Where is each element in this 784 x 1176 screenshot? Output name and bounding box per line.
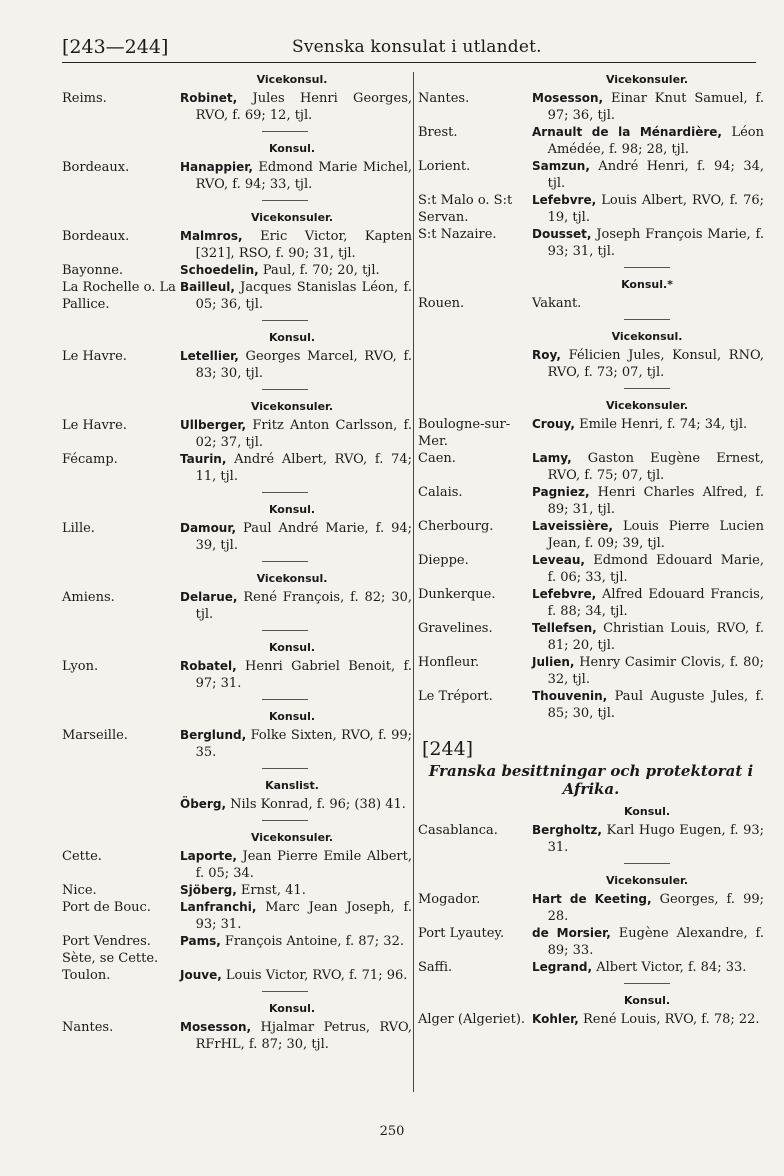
group-heading: Konsul. xyxy=(268,641,316,654)
left-column xyxy=(62,70,412,1053)
entry-text xyxy=(532,450,764,484)
entry-text xyxy=(532,158,764,192)
entry-text xyxy=(180,417,412,451)
entry-text xyxy=(532,347,764,381)
entry-details: Alfred Edouard Francis, f. 88; 34, tjl. xyxy=(547,587,764,619)
entry-details: Félicien Jules, Konsul, RNO, RVO, f. 73; 07, tjl. xyxy=(547,348,764,380)
entry-place: Saffi. xyxy=(418,960,453,975)
entry-name: Arnault de la Ménardière, xyxy=(532,125,722,139)
column-divider xyxy=(413,72,414,1092)
group-heading: Konsul. xyxy=(268,142,316,155)
entry-place: Le Havre. xyxy=(62,418,127,433)
entry-details: Paul André Marie, f. 94; 39, tjl. xyxy=(195,521,412,553)
entry-place: Toulon. xyxy=(62,968,111,983)
consulate-group xyxy=(418,267,764,312)
section-rule xyxy=(262,768,308,769)
consul-entry xyxy=(62,933,412,967)
entry-place: Bordeaux. xyxy=(62,160,130,175)
entry-name: Tellefsen, xyxy=(532,621,597,635)
consul-entry xyxy=(418,518,764,552)
consul-entry xyxy=(418,552,764,586)
consul-entry xyxy=(418,192,764,226)
section-rule xyxy=(624,388,670,389)
entry-place: Alger (Algeriet). xyxy=(418,1012,526,1027)
entry-place: Bordeaux. xyxy=(62,229,130,244)
consul-entry xyxy=(62,967,412,984)
entry-place: S:t Malo o. S:t Servan. xyxy=(418,193,513,225)
entry-name: Mosesson, xyxy=(180,1020,252,1034)
entry-details: Henry Casimir Clovis, f. 80; 32, tjl. xyxy=(547,655,764,687)
entry-text xyxy=(180,796,412,813)
consulate-group xyxy=(418,804,764,856)
entry-details: Jean Pierre Emile Albert, f. 05; 34. xyxy=(195,849,412,881)
entry-name: Roy, xyxy=(532,348,561,362)
entry-text xyxy=(532,822,764,856)
entry-text xyxy=(532,484,764,518)
consulate-group xyxy=(62,699,412,761)
entry-text xyxy=(532,226,764,260)
group-heading: Kanslist. xyxy=(265,779,319,792)
entry-name: Letellier, xyxy=(180,349,239,363)
entry-text xyxy=(180,90,412,124)
section-rule xyxy=(262,320,308,321)
consulate-group xyxy=(418,983,764,1028)
page-header xyxy=(62,36,756,63)
entry-text xyxy=(180,348,412,382)
entry-details: Henri Charles Alfred, f. 89; 31, tjl. xyxy=(547,485,764,517)
entry-name: Hanappier, xyxy=(180,160,253,174)
entry-place: Amiens. xyxy=(62,590,115,605)
entry-place: Port de Bouc. xyxy=(62,900,151,915)
entry-details: Paul, f. 70; 20, tjl. xyxy=(258,263,380,278)
consul-entry xyxy=(418,484,764,518)
entry-place: Lille. xyxy=(62,521,95,536)
section-label: [244] xyxy=(422,738,474,760)
entry-name: Lanfranchi, xyxy=(180,900,257,914)
entry-place: Port Vendres. Sète, se Cette. xyxy=(62,934,159,966)
group-heading: Vicekonsuler. xyxy=(250,211,334,224)
entry-details: François Antoine, f. 87; 32. xyxy=(220,934,404,949)
group-heading: Vicekonsul. xyxy=(256,73,328,86)
section-rule xyxy=(624,863,670,864)
entry-name: Schoedelin, xyxy=(180,263,259,277)
entry-text xyxy=(180,882,412,899)
consulate-group xyxy=(418,388,764,722)
consul-entry xyxy=(62,658,412,692)
consul-entry xyxy=(418,688,764,722)
entry-text xyxy=(532,654,764,688)
section-rule xyxy=(624,983,670,984)
consul-entry xyxy=(418,1011,764,1028)
group-heading: Konsul. xyxy=(268,331,316,344)
consul-entry xyxy=(418,450,764,484)
consul-entry xyxy=(418,822,764,856)
group-heading: Konsul. xyxy=(268,503,316,516)
entry-place: Nantes. xyxy=(62,1020,114,1035)
group-heading: Vicekonsuler. xyxy=(605,73,689,86)
entry-text xyxy=(180,967,412,984)
consul-entry xyxy=(418,654,764,688)
entry-place: Cherbourg. xyxy=(418,519,494,534)
entry-name: Hart de Keeting, xyxy=(532,892,652,906)
entry-details: Eric Victor, Kapten [321], RSO, f. 90; 31, tjl. xyxy=(195,229,412,261)
entry-text xyxy=(180,279,412,313)
entry-name: Lamy, xyxy=(532,451,572,465)
consul-entry xyxy=(62,848,412,882)
entry-text xyxy=(532,620,764,654)
entry-place: Le Tréport. xyxy=(418,689,493,704)
consul-entry xyxy=(62,899,412,933)
entry-text xyxy=(532,295,764,312)
consul-entry xyxy=(418,158,764,192)
entry-name: Samzun, xyxy=(532,159,590,173)
entry-name: Kohler, xyxy=(532,1012,579,1026)
entry-text xyxy=(532,518,764,552)
group-heading: Konsul. xyxy=(623,805,671,818)
section-rule xyxy=(262,200,308,201)
entry-details: Eugène Alexandre, f. 89; 33. xyxy=(547,926,764,958)
entry-name: Crouy, xyxy=(532,417,575,431)
section-title: Franska besittningar och protektorat i Afrika. xyxy=(428,762,754,798)
entry-text xyxy=(180,848,412,882)
consul-entry xyxy=(418,959,764,976)
consul-entry xyxy=(418,586,764,620)
entry-place: Dieppe. xyxy=(418,553,469,568)
consul-entry xyxy=(418,90,764,124)
entry-name: Legrand, xyxy=(532,960,593,974)
consul-entry xyxy=(62,796,412,813)
consulate-group xyxy=(62,389,412,485)
entry-details: Georges, f. 99; 28. xyxy=(547,892,764,924)
entry-details: Christian Louis, RVO, f. 81; 20, tjl. xyxy=(547,621,764,653)
entry-details: Joseph François Marie, f. 93; 31, tjl. xyxy=(547,227,764,259)
consul-entry xyxy=(62,417,412,451)
consul-entry xyxy=(418,347,764,381)
section-244-entries xyxy=(418,804,764,1028)
entry-name: Delarue, xyxy=(180,590,238,604)
entry-text xyxy=(532,90,764,124)
section-rule xyxy=(262,561,308,562)
entry-details: Léon Amédée, f. 98; 28, tjl. xyxy=(547,125,764,157)
entry-place: Brest. xyxy=(418,125,458,140)
entry-name: Julien, xyxy=(532,655,575,669)
entry-place: Casablanca. xyxy=(418,823,498,838)
entry-text xyxy=(180,727,412,761)
entry-name: Pams, xyxy=(180,934,221,948)
consulate-group xyxy=(62,72,412,124)
consulate-group xyxy=(62,561,412,623)
entry-text xyxy=(180,933,412,950)
entry-text xyxy=(180,899,412,933)
consul-entry xyxy=(62,589,412,623)
right-column xyxy=(418,70,764,1028)
entry-name: Sjöberg, xyxy=(180,883,237,897)
entry-place: La Rochelle o. La Pallice. xyxy=(62,280,176,312)
consul-entry xyxy=(62,727,412,761)
entry-details: Jules Henri Georges, RVO, f. 69; 12, tjl. xyxy=(195,91,412,123)
right-column-main xyxy=(418,72,764,722)
entry-details: René François, f. 82; 30, tjl. xyxy=(195,590,412,622)
entry-name: de Morsier, xyxy=(532,926,611,940)
entry-name: Berglund, xyxy=(180,728,247,742)
consulate-group xyxy=(62,820,412,984)
page-range: [243—244] xyxy=(62,36,169,58)
entry-details: Marc Jean Joseph, f. 93; 31. xyxy=(195,900,412,932)
entry-name: Damour, xyxy=(180,521,237,535)
section-rule xyxy=(262,131,308,132)
consul-entry xyxy=(62,279,412,313)
section-rule xyxy=(262,389,308,390)
entry-details: Edmond Edouard Marie, f. 06; 33, tjl. xyxy=(547,553,764,585)
entry-place: Nice. xyxy=(62,883,97,898)
entry-text xyxy=(180,262,412,279)
entry-name: Bergholtz, xyxy=(532,823,602,837)
entry-name: Lefebvre, xyxy=(532,193,597,207)
entry-place: Marseille. xyxy=(62,728,128,743)
entry-details: Emile Henri, f. 74; 34, tjl. xyxy=(574,417,748,432)
entry-name: Thouvenin, xyxy=(532,689,608,703)
entry-details: Georges Marcel, RVO, f. 83; 30, tjl. xyxy=(195,349,412,381)
entry-details: Louis Victor, RVO, f. 71; 96. xyxy=(221,968,408,983)
entry-name: Mosesson, xyxy=(532,91,604,105)
consulate-group xyxy=(418,319,764,381)
entry-text xyxy=(180,451,412,485)
entry-text xyxy=(532,688,764,722)
entry-name: Taurin, xyxy=(180,452,227,466)
page-title: Svenska konsulat i utlandet. xyxy=(292,37,542,57)
consulate-group xyxy=(418,72,764,260)
consulate-group xyxy=(62,320,412,382)
consulate-group xyxy=(62,492,412,554)
consul-entry xyxy=(62,520,412,554)
entry-text xyxy=(532,586,764,620)
entry-text xyxy=(532,925,764,959)
entry-details: Nils Konrad, f. 96; (38) 41. xyxy=(226,797,406,812)
entry-details: Gaston Eugène Ernest, RVO, f. 75; 07, tjl. xyxy=(547,451,764,483)
entry-details: Louis Albert, RVO, f. 76; 19, tjl. xyxy=(547,193,764,225)
entry-details: Albert Victor, f. 84; 33. xyxy=(592,960,747,975)
consul-entry xyxy=(62,228,412,262)
entry-name: Leveau, xyxy=(532,553,585,567)
entry-details: Fritz Anton Carlsson, f. 02; 37, tjl. xyxy=(195,418,412,450)
section-rule xyxy=(262,492,308,493)
entry-details: Henri Gabriel Benoit, f. 97; 31. xyxy=(195,659,412,691)
consul-entry xyxy=(62,159,412,193)
group-heading: Vicekonsuler. xyxy=(605,874,689,887)
consulate-group xyxy=(418,863,764,976)
consul-entry xyxy=(62,262,412,279)
page-number: 250 xyxy=(379,1124,405,1139)
entry-place: Mogador. xyxy=(418,892,481,907)
consulate-group xyxy=(62,768,412,813)
entry-place: Le Havre. xyxy=(62,349,127,364)
consulate-group xyxy=(62,991,412,1053)
consul-entry xyxy=(62,348,412,382)
consul-entry xyxy=(418,925,764,959)
consul-entry xyxy=(418,226,764,260)
entry-details: Louis Pierre Lucien Jean, f. 09; 39, tjl. xyxy=(547,519,764,551)
entry-details: Karl Hugo Eugen, f. 93; 31. xyxy=(547,823,764,855)
entry-details: André Henri, f. 94; 34, tjl. xyxy=(547,159,764,191)
consul-entry xyxy=(418,295,764,312)
entry-name: Dousset, xyxy=(532,227,592,241)
entry-place: Fécamp. xyxy=(62,452,118,467)
entry-text xyxy=(180,159,412,193)
entry-place: Honfleur. xyxy=(418,655,480,670)
entry-place: Lorient. xyxy=(418,159,471,174)
consul-entry xyxy=(62,1019,412,1053)
entry-name: Öberg, xyxy=(180,797,226,811)
entry-place: Port Lyautey. xyxy=(418,926,505,941)
entry-place: Gravelines. xyxy=(418,621,493,636)
consul-entry xyxy=(62,90,412,124)
entry-details: Einar Knut Samuel, f. 97; 36, tjl. xyxy=(547,91,764,123)
entry-text xyxy=(532,1011,764,1028)
consul-entry xyxy=(418,416,764,450)
entry-text xyxy=(532,552,764,586)
entry-place: S:t Nazaire. xyxy=(418,227,497,242)
entry-text xyxy=(180,1019,412,1053)
group-heading: Vicekonsuler. xyxy=(250,831,334,844)
consul-entry xyxy=(418,124,764,158)
entry-details: Edmond Marie Michel, RVO, f. 94; 33, tjl. xyxy=(195,160,412,192)
entry-name: Lefebvre, xyxy=(532,587,597,601)
group-heading: Vicekonsul. xyxy=(256,572,328,585)
entry-name: Pagniez, xyxy=(532,485,590,499)
entry-name: Laveissière, xyxy=(532,519,613,533)
consulate-group xyxy=(62,200,412,313)
entry-place: Lyon. xyxy=(62,659,99,674)
entry-place: Cette. xyxy=(62,849,102,864)
entry-place: Nantes. xyxy=(418,91,470,106)
consulate-group xyxy=(62,630,412,692)
entry-details: Jacques Stanislas Léon, f. 05; 36, tjl. xyxy=(195,280,412,312)
entry-text xyxy=(532,124,764,158)
entry-details: René Louis, RVO, f. 78; 22. xyxy=(578,1012,760,1027)
entry-text xyxy=(532,416,764,433)
entry-name: Robinet, xyxy=(180,91,238,105)
entry-name: Jouve, xyxy=(180,968,222,982)
entry-name: Robatel, xyxy=(180,659,237,673)
entry-details: Paul Auguste Jules, f. 85; 30, tjl. xyxy=(547,689,764,721)
section-rule xyxy=(262,820,308,821)
section-rule xyxy=(262,699,308,700)
entry-place: Boulogne-sur-Mer. xyxy=(418,417,511,449)
group-heading: Konsul. xyxy=(268,1002,316,1015)
entry-place: Reims. xyxy=(62,91,107,106)
entry-text xyxy=(180,658,412,692)
entry-name: Laporte, xyxy=(180,849,237,863)
section-rule xyxy=(262,991,308,992)
group-heading: Vicekonsuler. xyxy=(605,399,689,412)
consul-entry xyxy=(418,891,764,925)
entry-text xyxy=(180,589,412,623)
entry-details: Ernst, 41. xyxy=(236,883,306,898)
entry-text xyxy=(180,520,412,554)
entry-text xyxy=(532,192,764,226)
entry-text xyxy=(180,228,412,262)
entry-text xyxy=(532,959,764,976)
entry-place: Dunkerque. xyxy=(418,587,496,602)
consul-entry xyxy=(62,882,412,899)
consulate-group xyxy=(62,131,412,193)
entry-text xyxy=(532,891,764,925)
section-rule xyxy=(624,267,670,268)
entry-details: Folke Sixten, RVO, f. 99; 35. xyxy=(195,728,412,760)
entry-name: Ullberger, xyxy=(180,418,247,432)
entry-place: Rouen. xyxy=(418,296,465,311)
entry-place: Bayonne. xyxy=(62,263,124,278)
entry-name: Bailleul, xyxy=(180,280,235,294)
entry-details: Vakant. xyxy=(532,296,582,311)
section-rule xyxy=(262,630,308,631)
entry-details: Hjalmar Petrus, RVO, RFrHL, f. 87; 30, tjl. xyxy=(195,1020,412,1052)
consul-entry xyxy=(418,620,764,654)
entry-details: André Albert, RVO, f. 74; 11, tjl. xyxy=(195,452,412,484)
entry-name: Malmros, xyxy=(180,229,243,243)
group-heading: Vicekonsul. xyxy=(611,330,683,343)
entry-place: Calais. xyxy=(418,485,463,500)
group-heading: Konsul. xyxy=(623,994,671,1007)
group-heading: Konsul. xyxy=(268,710,316,723)
group-heading: Vicekonsuler. xyxy=(250,400,334,413)
group-heading: Konsul.* xyxy=(621,278,673,291)
entry-place: Caen. xyxy=(418,451,456,466)
consul-entry xyxy=(62,451,412,485)
section-rule xyxy=(624,319,670,320)
